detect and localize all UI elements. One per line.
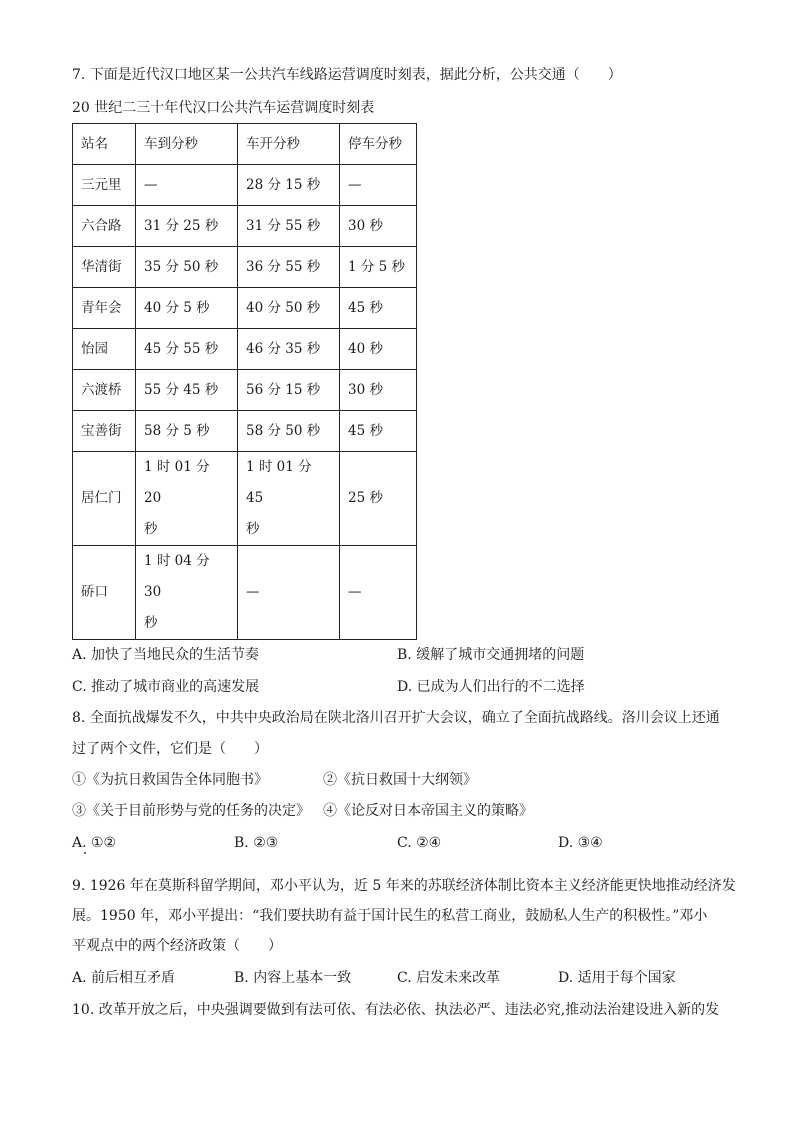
table-cell: 宝善街 (73, 411, 136, 452)
q8-option-c[interactable]: C. ②④ (397, 835, 442, 851)
table-row (73, 165, 417, 206)
table-cell: 六合路 (73, 206, 136, 247)
table-title: 20 世纪二三十年代汉口公共汽车运营调度时刻表 (72, 100, 375, 116)
table-row (73, 329, 417, 370)
table-cell: 华清街 (73, 247, 136, 288)
table-cell: 55 分 45 秒 (136, 370, 238, 411)
table-row (73, 411, 417, 452)
q8-item-4: ④《论反对日本帝国主义的策略》 (323, 803, 533, 819)
table-cell: 六渡桥 (73, 370, 136, 411)
table-cell: 1 分 5 秒 (340, 247, 417, 288)
q9-option-b[interactable]: B. 内容上基本一致 (234, 970, 352, 986)
table-cell (136, 546, 238, 640)
cell-line: 1 时 04 分 30 (144, 553, 210, 600)
q8-option-d[interactable]: D. ③④ (558, 835, 603, 851)
table-cell: 45 秒 (340, 288, 417, 329)
table-cell: 31 分 55 秒 (238, 206, 340, 247)
q8-item-1: ①《为抗日救国告全体同胞书》 (72, 772, 268, 788)
table-cell: 56 分 15 秒 (238, 370, 340, 411)
q10-stem-line1: 10. 改革开放之后，中央强调要做到有法可依、有法必依、执法必严、违法必究,推动法治建设进入新的发 (72, 1002, 720, 1018)
q7-option-b[interactable]: B. 缓解了城市交通拥堵的问题 (397, 647, 585, 663)
table-cell: 46 分 35 秒 (238, 329, 340, 370)
table-row (73, 546, 417, 640)
table-cell: 居仁门 (73, 452, 136, 546)
table-cell: 58 分 5 秒 (136, 411, 238, 452)
header-cell: 站名 (73, 124, 136, 165)
table-cell: 25 秒 (340, 452, 417, 546)
header-cell: 车到分秒 (136, 124, 238, 165)
table-row (73, 206, 417, 247)
table-header-row (73, 124, 417, 165)
table-cell: 45 分 55 秒 (136, 329, 238, 370)
q7-option-d[interactable]: D. 已成为人们出行的不二选择 (397, 679, 585, 695)
table-cell: 硚口 (73, 546, 136, 640)
table-cell: 40 分 50 秒 (238, 288, 340, 329)
table-cell: — (340, 546, 417, 640)
cell-line: 1 时 01 分 20 (144, 459, 210, 506)
q8-stem-line2: 过了两个文件，它们是（ ） (72, 741, 268, 757)
table-cell: 40 分 5 秒 (136, 288, 238, 329)
table-row (73, 288, 417, 329)
q7-option-a[interactable]: A. 加快了当地民众的生活节奏 (72, 647, 260, 663)
q8-item-3: ③《关于目前形势与党的任务的决定》 (72, 803, 310, 819)
header-cell: 车开分秒 (238, 124, 340, 165)
schedule-table (72, 123, 417, 640)
table-cell: 58 分 50 秒 (238, 411, 340, 452)
q9-option-c[interactable]: C. 启发未来改革 (397, 970, 501, 986)
q9-stem-line1: 9. 1926 年在莫斯科留学期间，邓小平认为，近 5 年来的苏联经济体制比资本主义经济能更快地推动经济发 (72, 878, 736, 894)
q8-option-b[interactable]: B. ②③ (234, 835, 279, 851)
table-cell: 30 秒 (340, 206, 417, 247)
table-row (73, 452, 417, 546)
table-cell (238, 452, 340, 546)
table-cell: 30 秒 (340, 370, 417, 411)
stray-dot (84, 852, 86, 854)
q9-option-a[interactable]: A. 前后相互矛盾 (72, 970, 176, 986)
table-cell: 三元里 (73, 165, 136, 206)
table-cell (136, 452, 238, 546)
cell-line: 秒 (246, 521, 260, 537)
q8-option-a[interactable]: A. ①② (72, 835, 117, 851)
q8-item-2: ②《抗日救国十大纲领》 (323, 772, 477, 788)
table-cell: — (340, 165, 417, 206)
table-row (73, 247, 417, 288)
q9-stem-line3: 平观点中的两个经济政策（ ） (72, 938, 282, 954)
table-cell: 36 分 55 秒 (238, 247, 340, 288)
cell-line: 秒 (144, 521, 158, 537)
table-cell: — (136, 165, 238, 206)
table-cell: 青年会 (73, 288, 136, 329)
q9-option-d[interactable]: D. 适用于每个国家 (558, 970, 676, 986)
table-cell: 45 秒 (340, 411, 417, 452)
table-cell: 35 分 50 秒 (136, 247, 238, 288)
table-cell: 28 分 15 秒 (238, 165, 340, 206)
q7-option-c[interactable]: C. 推动了城市商业的高速发展 (72, 679, 260, 695)
cell-line: 1 时 01 分 45 (246, 459, 312, 506)
table-cell: — (238, 546, 340, 640)
header-cell: 停车分秒 (340, 124, 417, 165)
table-cell: 40 秒 (340, 329, 417, 370)
cell-line: 秒 (144, 615, 158, 631)
table-cell: 31 分 25 秒 (136, 206, 238, 247)
table-row (73, 370, 417, 411)
q9-stem-line2: 展。1950 年，邓小平提出：“我们要扶助有益于国计民生的私营工商业，鼓励私人生产的积极性。”邓小 (72, 908, 708, 924)
q8-stem-line1: 8. 全面抗战爆发不久，中共中央政治局在陕北洛川召开扩大会议，确立了全面抗战路线。洛川会议上还通 (72, 710, 720, 726)
q7-stem: 7. 下面是近代汉口地区某一公共汽车线路运营调度时刻表，据此分析，公共交通（ ） (72, 67, 622, 83)
table-cell: 怡园 (73, 329, 136, 370)
